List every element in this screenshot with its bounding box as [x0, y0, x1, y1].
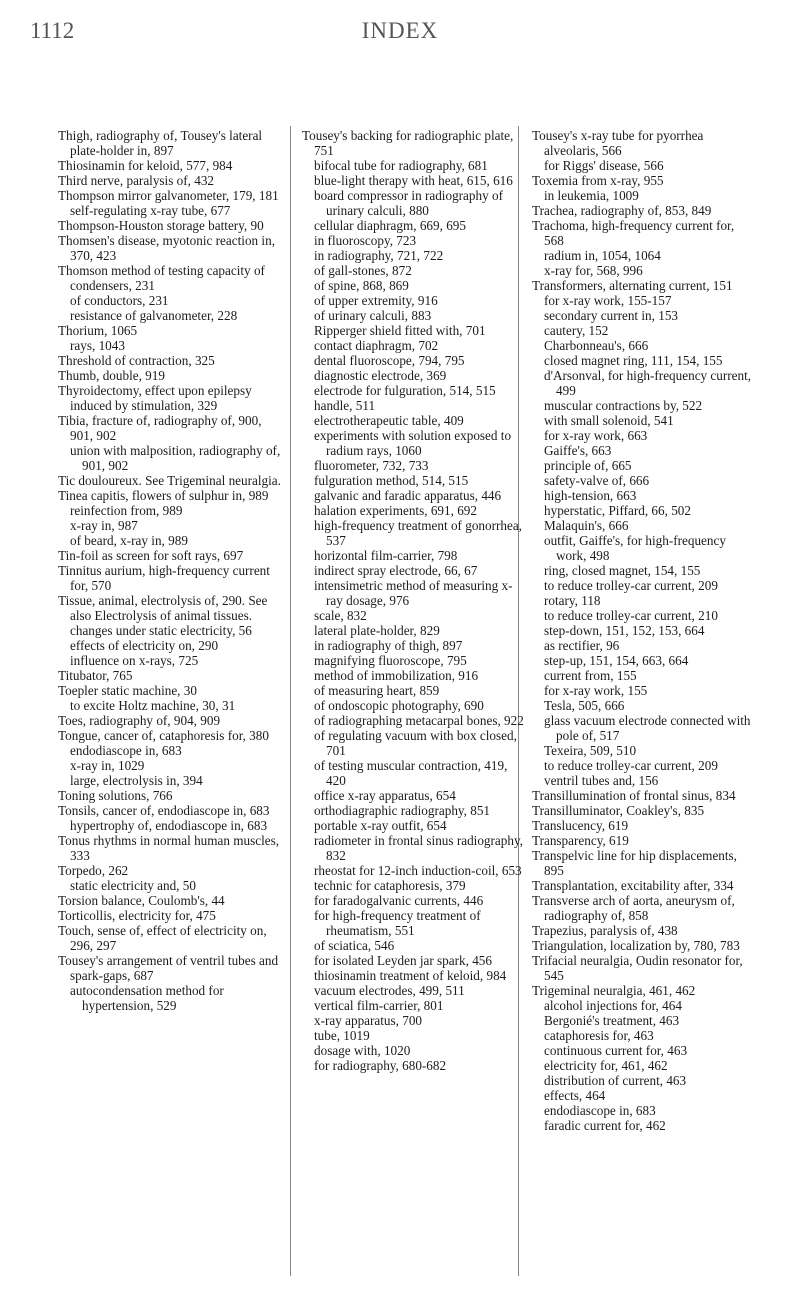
- index-entry: Thigh, radiography of, Tousey's lateral plate-holder in, 897: [58, 128, 263, 158]
- index-entry: Tissue, animal, electrolysis of, 290. See also Electrolysis of animal tissues.: [58, 593, 268, 623]
- index-subentry: of measuring heart, 859: [314, 683, 440, 698]
- index-entry: Trigeminal neuralgia, 461, 462: [532, 983, 696, 998]
- index-entry: Transparency, 619: [532, 833, 629, 848]
- index-entry: Transilluminator, Coakley's, 835: [532, 803, 705, 818]
- index-entry: Transplantation, excitability after, 334: [532, 878, 734, 893]
- index-subentry: Bergonié's treatment, 463: [544, 1013, 680, 1028]
- index-subentry: as rectifier, 96: [544, 638, 620, 653]
- index-subentry: of beard, x-ray in, 989: [70, 533, 188, 548]
- index-subentry: step-up, 151, 154, 663, 664: [544, 653, 689, 668]
- index-entry: Toepler static machine, 30: [58, 683, 197, 698]
- index-entry: Thompson mirror galvanometer, 179, 181: [58, 188, 279, 203]
- index-subentry: office x-ray apparatus, 654: [314, 788, 456, 803]
- index-entry: Toning solutions, 766: [58, 788, 173, 803]
- index-column-right: [532, 128, 757, 1133]
- index-subentry: portable x-ray outfit, 654: [314, 818, 447, 833]
- index-entry: Toes, radiography of, 904, 909: [58, 713, 221, 728]
- index-subentry: for isolated Leyden jar spark, 456: [314, 953, 492, 968]
- index-subentry: intensimetric method of measuring x-ray dosage, 976: [314, 578, 513, 608]
- index-subentry: board compressor in radiography of urinary calculi, 880: [314, 188, 503, 218]
- index-subentry: of sciatica, 546: [314, 938, 395, 953]
- index-entry: Translucency, 619: [532, 818, 629, 833]
- index-subentry: indirect spray electrode, 66, 67: [314, 563, 478, 578]
- index-subentry: lateral plate-holder, 829: [314, 623, 440, 638]
- index-entry: Thiosinamin for keloid, 577, 984: [58, 158, 233, 173]
- index-subentry: experiments with solution exposed to radium rays, 1060: [314, 428, 512, 458]
- index-subentry: in fluoroscopy, 723: [314, 233, 417, 248]
- index-subentry: for x-ray work, 663: [544, 428, 648, 443]
- index-subentry: electrotherapeutic table, 409: [314, 413, 464, 428]
- index-subentry: blue-light therapy with heat, 615, 616: [314, 173, 513, 188]
- index-subentry: closed magnet ring, 111, 154, 155: [544, 353, 723, 368]
- index-subentry: hypertrophy of, endodiascope in, 683: [70, 818, 268, 833]
- index-entry: Transillumination of frontal sinus, 834: [532, 788, 736, 803]
- index-subentry: static electricity and, 50: [70, 878, 196, 893]
- index-entry: Trachoma, high-frequency current for, 568: [532, 218, 735, 248]
- index-subentry: x-ray apparatus, 700: [314, 1013, 423, 1028]
- index-subentry: union with malposition, radiography of, 901, 902: [70, 443, 281, 473]
- index-subentry: to reduce trolley-car current, 209: [544, 578, 718, 593]
- index-subentry: Gaiffe's, 663: [544, 443, 612, 458]
- index-subentry: dosage with, 1020: [314, 1043, 411, 1058]
- index-subentry: large, electrolysis in, 394: [70, 773, 203, 788]
- index-entry: Tin-foil as screen for soft rays, 697: [58, 548, 244, 563]
- index-subentry: radiometer in frontal sinus radiography, 832: [314, 833, 523, 863]
- index-entry: Transpelvic line for hip displacements, 895: [532, 848, 737, 878]
- index-subentry: of conductors, 231: [70, 293, 169, 308]
- index-entry: Trifacial neuralgia, Oudin resonator for, 545: [532, 953, 743, 983]
- index-subentry: faradic current for, 462: [544, 1118, 666, 1133]
- index-subentry: effects of electricity on, 290: [70, 638, 219, 653]
- index-subentry: of testing muscular contraction, 419, 420: [314, 758, 508, 788]
- page-number: 1112: [30, 18, 75, 43]
- index-subentry: radium in, 1054, 1064: [544, 248, 661, 263]
- index-entry: Thumb, double, 919: [58, 368, 165, 383]
- index-subentry: cataphoresis for, 463: [544, 1028, 654, 1043]
- index-subentry: fulguration method, 514, 515: [314, 473, 469, 488]
- index-column-middle: [302, 128, 527, 1073]
- index-entry: Tibia, fracture of, radiography of, 900, 901, 902: [58, 413, 262, 443]
- index-subentry: of ondoscopic photography, 690: [314, 698, 484, 713]
- index-subentry: of urinary calculi, 883: [314, 308, 432, 323]
- index-subentry: in leukemia, 1009: [544, 188, 639, 203]
- index-subentry: in radiography of thigh, 897: [314, 638, 463, 653]
- index-subentry: high-frequency treatment of gonorrhea, 537: [314, 518, 522, 548]
- index-subentry: x-ray in, 987: [70, 518, 138, 533]
- index-entry: Tinea capitis, flowers of sulphur in, 989: [58, 488, 269, 503]
- index-subentry: dental fluoroscope, 794, 795: [314, 353, 465, 368]
- index-subentry: principle of, 665: [544, 458, 632, 473]
- index-subentry: Malaquin's, 666: [544, 518, 629, 533]
- index-subentry: influence on x-rays, 725: [70, 653, 199, 668]
- index-entry: Tousey's backing for radiographic plate, 751: [302, 128, 514, 158]
- index-subentry: of radiographing metacarpal bones, 922: [314, 713, 524, 728]
- index-entry: Thompson-Houston storage battery, 90: [58, 218, 264, 233]
- index-subentry: to excite Holtz machine, 30, 31: [70, 698, 236, 713]
- index-entry: Tonus rhythms in normal human muscles, 333: [58, 833, 280, 863]
- index-subentry: orthodiagraphic radiography, 851: [314, 803, 491, 818]
- index-entry: Triangulation, localization by, 780, 783: [532, 938, 740, 953]
- index-entry: Tongue, cancer of, cataphoresis for, 380: [58, 728, 269, 743]
- index-subentry: Tesla, 505, 666: [544, 698, 625, 713]
- index-subentry: current from, 155: [544, 668, 637, 683]
- index-entry: Thomson method of testing capacity of condensers, 231: [58, 263, 265, 293]
- index-subentry: x-ray in, 1029: [70, 758, 145, 773]
- index-subentry: tube, 1019: [314, 1028, 370, 1043]
- index-subentry: thiosinamin treatment of keloid, 984: [314, 968, 507, 983]
- index-entry: Trachea, radiography of, 853, 849: [532, 203, 712, 218]
- index-subentry: to reduce trolley-car current, 210: [544, 608, 718, 623]
- index-subentry: distribution of current, 463: [544, 1073, 687, 1088]
- index-subentry: for x-ray work, 155-157: [544, 293, 672, 308]
- index-entry: Tousey's arrangement of ventril tubes and spark-gaps, 687: [58, 953, 279, 983]
- index-subentry: of regulating vacuum with box closed, 701: [314, 728, 517, 758]
- index-subentry: of gall-stones, 872: [314, 263, 412, 278]
- index-subentry: fluorometer, 732, 733: [314, 458, 429, 473]
- index-subentry: vacuum electrodes, 499, 511: [314, 983, 465, 998]
- index-entry: Tonsils, cancer of, endodiascope in, 683: [58, 803, 270, 818]
- index-subentry: hyperstatic, Piffard, 66, 502: [544, 503, 691, 518]
- index-subentry: endodiascope in, 683: [70, 743, 182, 758]
- index-subentry: step-down, 151, 152, 153, 664: [544, 623, 705, 638]
- index-subentry: diagnostic electrode, 369: [314, 368, 447, 383]
- index-entry: Toxemia from x-ray, 955: [532, 173, 664, 188]
- index-subentry: Charbonneau's, 666: [544, 338, 649, 353]
- index-subentry: autocondensation method for hypertension, 529: [70, 983, 224, 1013]
- index-subentry: effects, 464: [544, 1088, 606, 1103]
- index-subentry: of upper extremity, 916: [314, 293, 438, 308]
- index-entry: Trapezius, paralysis of, 438: [532, 923, 678, 938]
- index-entry: Torpedo, 262: [58, 863, 129, 878]
- index-subentry: horizontal film-carrier, 798: [314, 548, 458, 563]
- index-column-left: [58, 128, 283, 1013]
- index-subentry: resistance of galvanometer, 228: [70, 308, 238, 323]
- index-subentry: cautery, 152: [544, 323, 609, 338]
- index-subentry: Ripperger shield fitted with, 701: [314, 323, 486, 338]
- index-subentry: handle, 511: [314, 398, 376, 413]
- index-subentry: d'Arsonval, for high-frequency current, 499: [544, 368, 752, 398]
- index-entry: Torsion balance, Coulomb's, 44: [58, 893, 225, 908]
- index-subentry: secondary current in, 153: [544, 308, 679, 323]
- index-subentry: vertical film-carrier, 801: [314, 998, 444, 1013]
- index-subentry: electricity for, 461, 462: [544, 1058, 668, 1073]
- index-subentry: rays, 1043: [70, 338, 125, 353]
- index-subentry: in radiography, 721, 722: [314, 248, 444, 263]
- index-subentry: endodiascope in, 683: [544, 1103, 656, 1118]
- index-entry: Touch, sense of, effect of electricity on, 296, 297: [58, 923, 267, 953]
- index-subentry: rotary, 118: [544, 593, 601, 608]
- index-subentry: outfit, Gaiffe's, for high-frequency work, 498: [544, 533, 726, 563]
- index-subentry: for faradogalvanic currents, 446: [314, 893, 484, 908]
- index-entry: Thyroidectomy, effect upon epilepsy induced by stimulation, 329: [58, 383, 252, 413]
- index-subentry: contact diaphragm, 702: [314, 338, 439, 353]
- index-subentry: ring, closed magnet, 154, 155: [544, 563, 701, 578]
- index-entry: Torticollis, electricity for, 475: [58, 908, 216, 923]
- index-subentry: for high-frequency treatment of rheumatism, 551: [314, 908, 481, 938]
- index-subentry: galvanic and faradic apparatus, 446: [314, 488, 502, 503]
- index-subentry: scale, 832: [314, 608, 367, 623]
- index-subentry: bifocal tube for radiography, 681: [314, 158, 488, 173]
- index-entry: Tousey's x-ray tube for pyorrhea alveolaris, 566: [532, 128, 704, 158]
- column-divider: [290, 126, 291, 1276]
- page-header: [0, 0, 800, 60]
- index-entry: Threshold of contraction, 325: [58, 353, 215, 368]
- index-subentry: for Riggs' disease, 566: [544, 158, 664, 173]
- index-subentry: continuous current for, 463: [544, 1043, 688, 1058]
- index-entry: Titubator, 765: [58, 668, 133, 683]
- index-subentry: self-regulating x-ray tube, 677: [70, 203, 231, 218]
- index-subentry: reinfection from, 989: [70, 503, 183, 518]
- index-subentry: rheostat for 12-inch induction-coil, 653: [314, 863, 522, 878]
- index-subentry: of spine, 868, 869: [314, 278, 409, 293]
- index-subentry: x-ray for, 568, 996: [544, 263, 643, 278]
- index-subentry: glass vacuum electrode connected with pole of, 517: [544, 713, 751, 743]
- index-entry: Tinnitus aurium, high-frequency current for, 570: [58, 563, 270, 593]
- index-subentry: with small solenoid, 541: [544, 413, 674, 428]
- index-subentry: for radiography, 680-682: [314, 1058, 447, 1073]
- index-subentry: muscular contractions by, 522: [544, 398, 703, 413]
- index-subentry: halation experiments, 691, 692: [314, 503, 477, 518]
- index-subentry: method of immobilization, 916: [314, 668, 479, 683]
- index-subentry: for x-ray work, 155: [544, 683, 648, 698]
- index-entry: Third nerve, paralysis of, 432: [58, 173, 215, 188]
- index-subentry: high-tension, 663: [544, 488, 637, 503]
- index-subentry: cellular diaphragm, 669, 695: [314, 218, 466, 233]
- index-subentry: electrode for fulguration, 514, 515: [314, 383, 496, 398]
- index-entry: Transverse arch of aorta, aneurysm of, radiography of, 858: [532, 893, 735, 923]
- index-entry: Tic douloureux. See Trigeminal neuralgia.: [58, 473, 281, 488]
- running-head: INDEX: [361, 18, 439, 43]
- index-subentry: technic for cataphoresis, 379: [314, 878, 466, 893]
- index-subentry: alcohol injections for, 464: [544, 998, 682, 1013]
- index-subentry: to reduce trolley-car current, 209: [544, 758, 718, 773]
- index-subentry: safety-valve of, 666: [544, 473, 650, 488]
- index-entry: Thomsen's disease, myotonic reaction in, 370, 423: [58, 233, 275, 263]
- index-subentry: Texeira, 509, 510: [544, 743, 637, 758]
- index-subentry: changes under static electricity, 56: [70, 623, 252, 638]
- index-subentry: ventril tubes and, 156: [544, 773, 659, 788]
- index-entry: Transformers, alternating current, 151: [532, 278, 733, 293]
- index-entry: Thorium, 1065: [58, 323, 138, 338]
- index-subentry: magnifying fluoroscope, 795: [314, 653, 467, 668]
